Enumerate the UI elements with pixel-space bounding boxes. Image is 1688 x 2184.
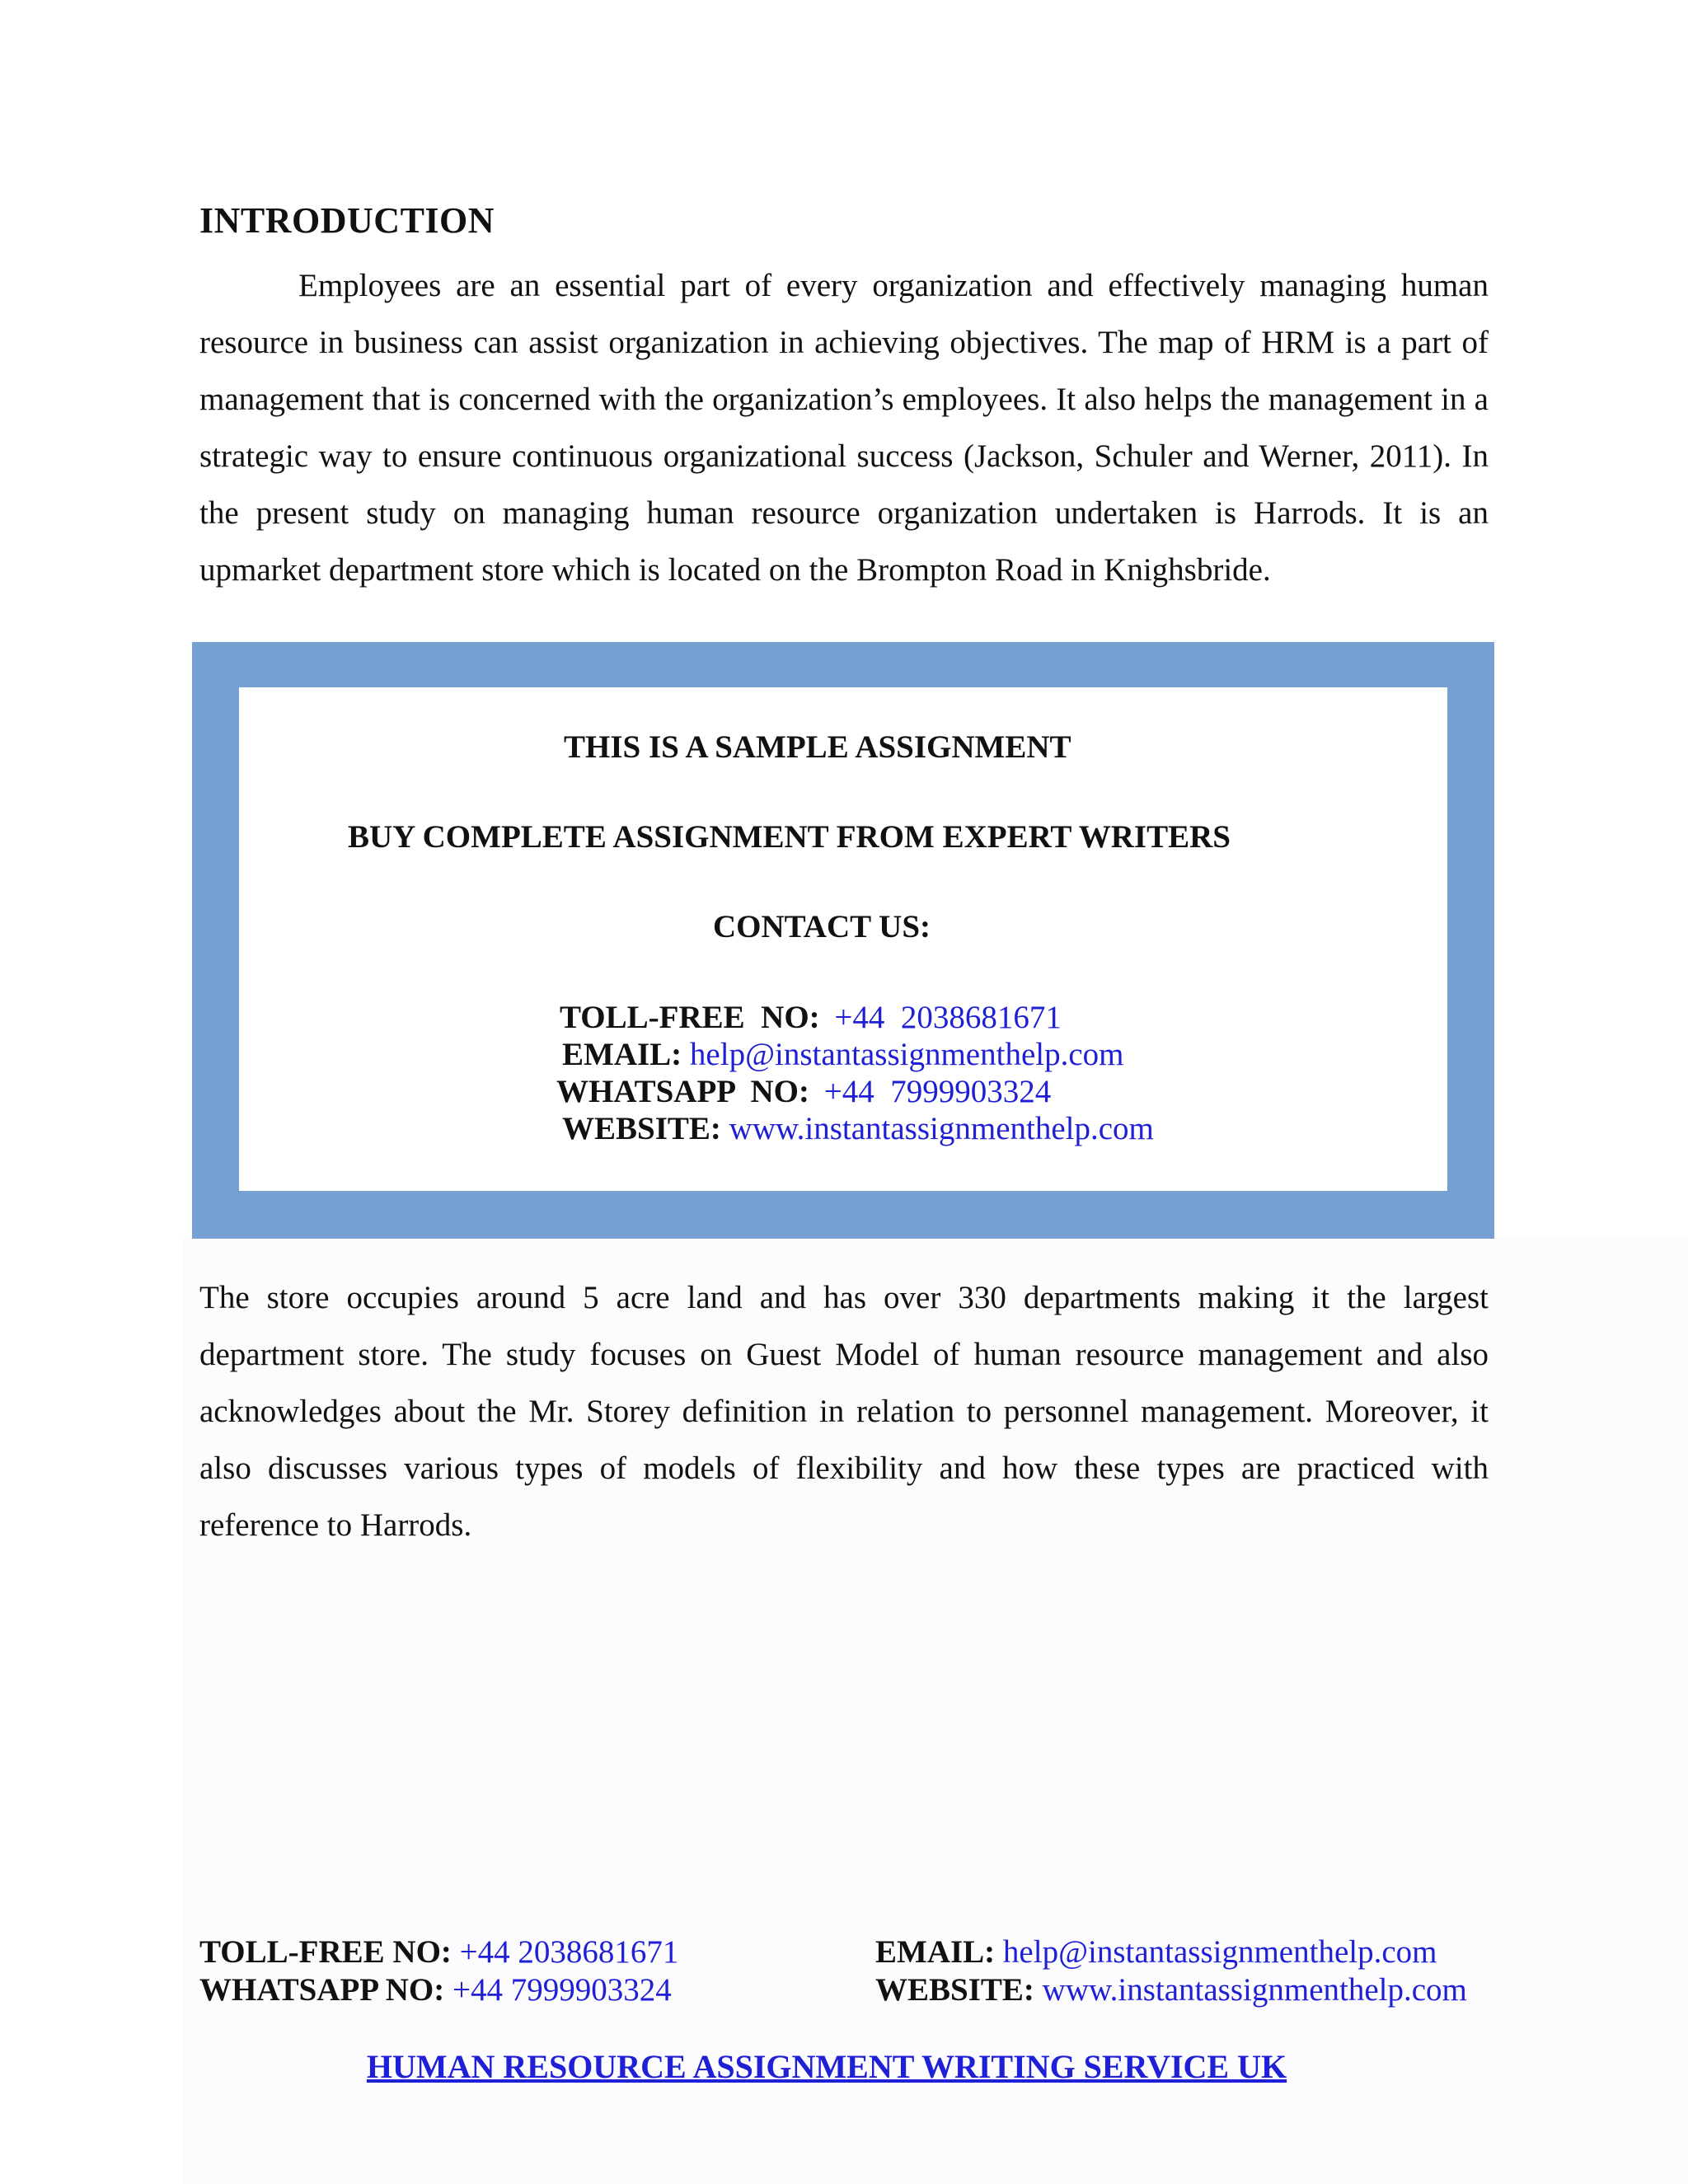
intro-paragraph-2: The store occupies around 5 acre land and has over 330 departments making it the largest department store. The study focuses on Guest Model of human resource management and also acknowledges about the Mr. Storey definition in relation to personnel management. Moreover, it also discusses various types of models of flexibility and how these types are practiced with reference to Harrods. <box>199 1280 1489 1543</box>
footer-website-label: WEBSITE: <box>875 1972 1034 2008</box>
section-heading: INTRODUCTION <box>199 200 495 241</box>
banner-website-row <box>562 1110 1154 1147</box>
banner-tollfree-row <box>560 999 1062 1036</box>
service-page-link-row <box>0 2047 1688 2086</box>
service-page-link[interactable]: HUMAN RESOURCE ASSIGNMENT WRITING SERVICE UK <box>366 2048 1287 2085</box>
footer-website <box>875 1971 1467 2008</box>
banner-buy-notice: BUY COMPLETE ASSIGNMENT FROM EXPERT WRITERS <box>348 819 1231 855</box>
banner-whatsapp-number[interactable]: +44 7999903324 <box>823 1074 1052 1109</box>
banner-email-label: EMAIL: <box>562 1037 682 1072</box>
banner-website-link[interactable]: www.instantassignmenthelp.com <box>729 1111 1154 1146</box>
footer-tollfree <box>199 1933 678 1971</box>
footer-whatsapp <box>199 1971 672 2008</box>
banner-whatsapp-row <box>556 1073 1051 1110</box>
banner-sample-notice: THIS IS A SAMPLE ASSIGNMENT <box>564 729 1071 765</box>
footer-email-link[interactable]: help@instantassignmenthelp.com <box>1002 1934 1437 1970</box>
footer-email <box>875 1933 1437 1971</box>
banner-email-link[interactable]: help@instantassignmenthelp.com <box>689 1037 1124 1072</box>
footer-whatsapp-number[interactable]: +44 7999903324 <box>452 1972 672 2008</box>
footer-website-link[interactable]: www.instantassignmenthelp.com <box>1042 1972 1467 2008</box>
footer-tollfree-number[interactable]: +44 2038681671 <box>459 1934 679 1970</box>
banner-tollfree-number[interactable]: +44 2038681671 <box>834 1000 1062 1035</box>
sample-assignment-banner <box>192 642 1494 1239</box>
banner-tollfree-label: TOLL-FREE NO: <box>560 1000 820 1035</box>
banner-content <box>239 687 1447 1191</box>
intro-paragraph-1: Employees are an essential part of every organization and effectively managing human resource in business can assist organization in achieving objectives. The map of HRM is a part of management that is concerned with the organization’s employees. It also helps the management in a strategic way to ensure continuous organizational success (Jackson, Schuler and Werner, 2011). In the present study on managing human resource organization undertaken is Harrods. It is an upmarket department store which is located on the Brompton Road in Knighsbride. <box>199 268 1489 588</box>
footer-email-label: EMAIL: <box>875 1934 996 1970</box>
footer-whatsapp-label: WHATSAPP NO: <box>199 1972 445 2008</box>
banner-contact-heading: CONTACT US: <box>713 909 931 944</box>
footer-tollfree-label: TOLL-FREE NO: <box>199 1934 452 1970</box>
banner-email-row <box>562 1036 1124 1073</box>
banner-website-label: WEBSITE: <box>562 1111 721 1146</box>
banner-whatsapp-label: WHATSAPP NO: <box>556 1074 809 1109</box>
